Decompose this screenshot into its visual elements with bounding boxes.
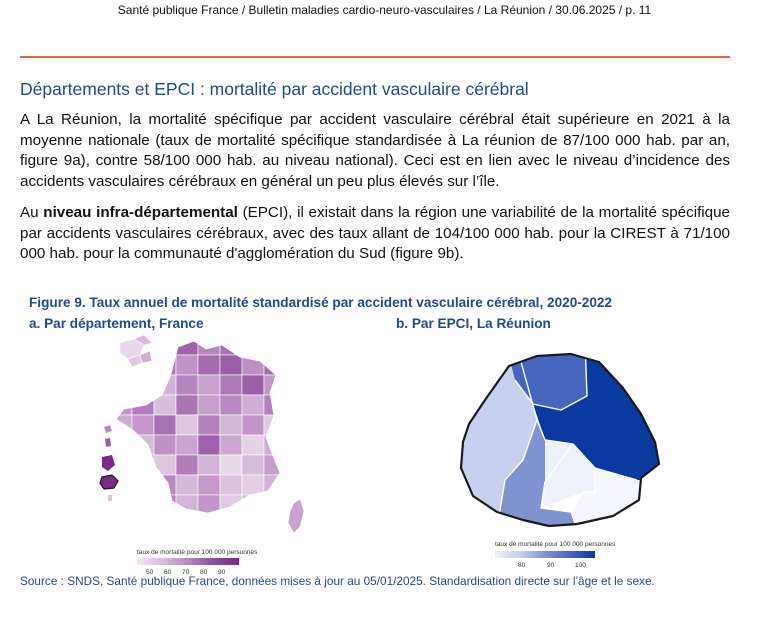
france-departments-map <box>90 335 320 545</box>
paragraph-2-prefix: Au <box>20 204 44 221</box>
legend-a-tick: 70 <box>182 569 190 576</box>
legend-b-tick: 90 <box>547 562 555 569</box>
figure-source: Source : SNDS, Santé publique France, données mises à jour au 05/01/2025. Standardisation directe sur l’âge et le sexe. <box>20 574 655 588</box>
figure-title: Figure 9. Taux annuel de mortalité standardisé par accident vasculaire cérébral, 2020-2022 <box>29 295 613 310</box>
reunion-shape <box>100 475 118 489</box>
paragraph-2 <box>20 203 730 265</box>
paragraph-1: A La Réunion, la mortalité spécifique par accident vasculaire cérébral était supérieure en 2021 à la moyenne nationale (taux de mortalité spécifique standardisée à La réunion de 87/100 000 hab. par an, figure 9a), contre 58/100 000 hab. au niveau national). Ceci est en lien avec le niveau d’incidence des accidents vasculaires cérébraux en général un peu plus élevés sur l’île. <box>20 111 730 190</box>
legend-b-tick: 80 <box>518 562 526 569</box>
panel-a-label: a. Par département, France <box>29 316 204 331</box>
legend-a-tick: 90 <box>218 569 226 576</box>
legend-a-tick: 60 <box>164 569 172 576</box>
paragraph-2-suffix: (EPCI), il existait dans la région une variabilité de la mortalité spécifique par accidents vasculaires cérébraux, avec des taux allant de 104/100 000 hab. pour la CIREST à 71/100 000 hab. pour la communauté d'agglomération du Sud (figure 9b). <box>20 204 730 262</box>
legend-a-tick: 50 <box>146 569 154 576</box>
header-divider <box>20 56 730 58</box>
legend-a-tick: 80 <box>200 569 208 576</box>
legend-a-colorbar <box>137 558 239 565</box>
legend-b-title: taux de mortalité pour 100 000 personnes <box>495 541 616 548</box>
panel-b-label: b. Par EPCI, La Réunion <box>396 316 551 331</box>
mayotte-shape <box>108 495 112 501</box>
paris-inset <box>120 335 152 367</box>
reunion-epci-map <box>445 340 670 540</box>
guadeloupe-shape <box>104 425 112 433</box>
paragraph-2-bold: niveau infra-départemental <box>43 204 238 221</box>
running-header: Santé publique France / Bulletin maladies cardio-neuro-vasculaires / La Réunion / 30.06.2025 / p. 11 <box>117 3 652 17</box>
legend-b-tick: 100 <box>575 562 586 569</box>
legend-b-colorbar <box>495 551 595 558</box>
section-title: Départements et EPCI : mortalité par accident vasculaire cérébral <box>20 79 529 99</box>
overseas-departments <box>100 425 118 501</box>
corsica-shape <box>288 499 304 533</box>
martinique-shape <box>105 438 111 447</box>
guyane-shape <box>102 455 115 471</box>
legend-a-title: taux de mortalité pour 100 000 personnes <box>137 549 258 556</box>
